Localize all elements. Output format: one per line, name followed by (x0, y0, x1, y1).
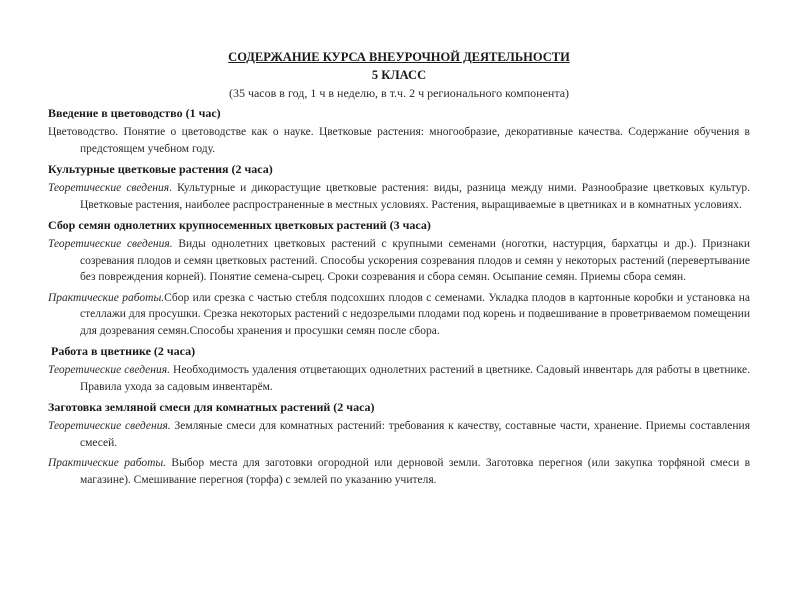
hours-note: (35 часов в год, 1 ч в неделю, в т.ч. 2 ч регионального компонента) (228, 86, 570, 100)
section-paragraph (48, 362, 750, 395)
section-paragraph (48, 455, 750, 488)
section-flowerbed-work (48, 343, 750, 395)
section-introduction (48, 105, 750, 157)
paragraph-label: Теоретические сведения (48, 182, 170, 194)
paragraph-text: Виды однолетних цветковых растений с крупными семенами (ноготки, настурция, бархатцы и др.). Признаки созревания плодов и семян цветковых растений. Способы ускорения созревания плодов и семян у некоторых растений (перевертывание без повреждения корней). Понятие семена-сырец. Сроки созревания и сбора семян. Осыпание семян. Приемы сбора семян. (80, 238, 750, 283)
section-seed-collection (48, 217, 750, 339)
section-heading: Культурные цветковые растения (2 часа) (48, 162, 273, 176)
paragraph-label: Теоретические сведения. (48, 420, 171, 432)
grade-label: 5 КЛАСС (371, 68, 427, 82)
section-cultivated-plants (48, 161, 750, 213)
paragraph-text: Земляные смеси для комнатных растений: требования к качеству, составные части, хранение. Приемы составления смесей. (80, 420, 750, 449)
document-page (48, 48, 750, 492)
paragraph-text: Выбор места для заготовки огородной или дерновой земли. Заготовка перегноя (или закупка торфяной смеси в магазине). Смешивание перегноя (торфа) с землей по указанию учителя. (80, 457, 750, 486)
paragraph-text: . Культурные и дикорастущие цветковые растения: виды, разница между ними. Разнообразие цветковых культур. Цветковые растения, наиболее распространенные в местных условиях. Растения, выращиваемые в цветниках и в комнатных условиях. (80, 182, 750, 211)
paragraph-label: Теоретические сведения. (48, 238, 173, 250)
section-heading: Введение в цветоводство (1 час) (48, 106, 221, 120)
section-paragraph (48, 290, 750, 340)
section-soil-mix (48, 399, 750, 488)
paragraph-text: Сбор или срезка с частью стебля подсохших плодов с семенами. Укладка плодов в картонные коробки и установка на стеллажи для просушки. Срезка некоторых растений с недозрелыми плодами под корень и подвешивание в проветриваемом помещении для дозревания семян.Способы хранения и просушки семян после сбора. (80, 291, 750, 337)
paragraph-text: Необходимость удаления отцветающих однолетних растений в цветнике. Садовый инвентарь для работы в цветнике. Правила ухода за садовым инвентарём. (80, 364, 750, 393)
section-paragraph (48, 180, 750, 213)
section-heading: Сбор семян однолетних крупносеменных цветковых растений (3 часа) (48, 218, 431, 232)
section-heading: Работа в цветнике (2 часа) (51, 344, 196, 358)
section-heading: Заготовка земляной смеси для комнатных растений (2 часа) (48, 400, 375, 414)
section-paragraph (48, 236, 750, 286)
paragraph-label: Теоретические сведения. (48, 364, 170, 376)
paragraph-label: Практические работы. (48, 291, 165, 304)
section-paragraph (48, 124, 750, 157)
section-paragraph (48, 418, 750, 451)
paragraph-text: Цветоводство. Понятие о цветоводстве как о науке. Цветковые растения: многообразие, декоративные качества. Содержание обучения в предстоящем учебном году. (48, 126, 750, 155)
paragraph-label: Практические работы. (48, 457, 167, 469)
document-title: СОДЕРЖАНИЕ КУРСА ВНЕУРОЧНОЙ ДЕЯТЕЛЬНОСТИ (228, 50, 570, 64)
